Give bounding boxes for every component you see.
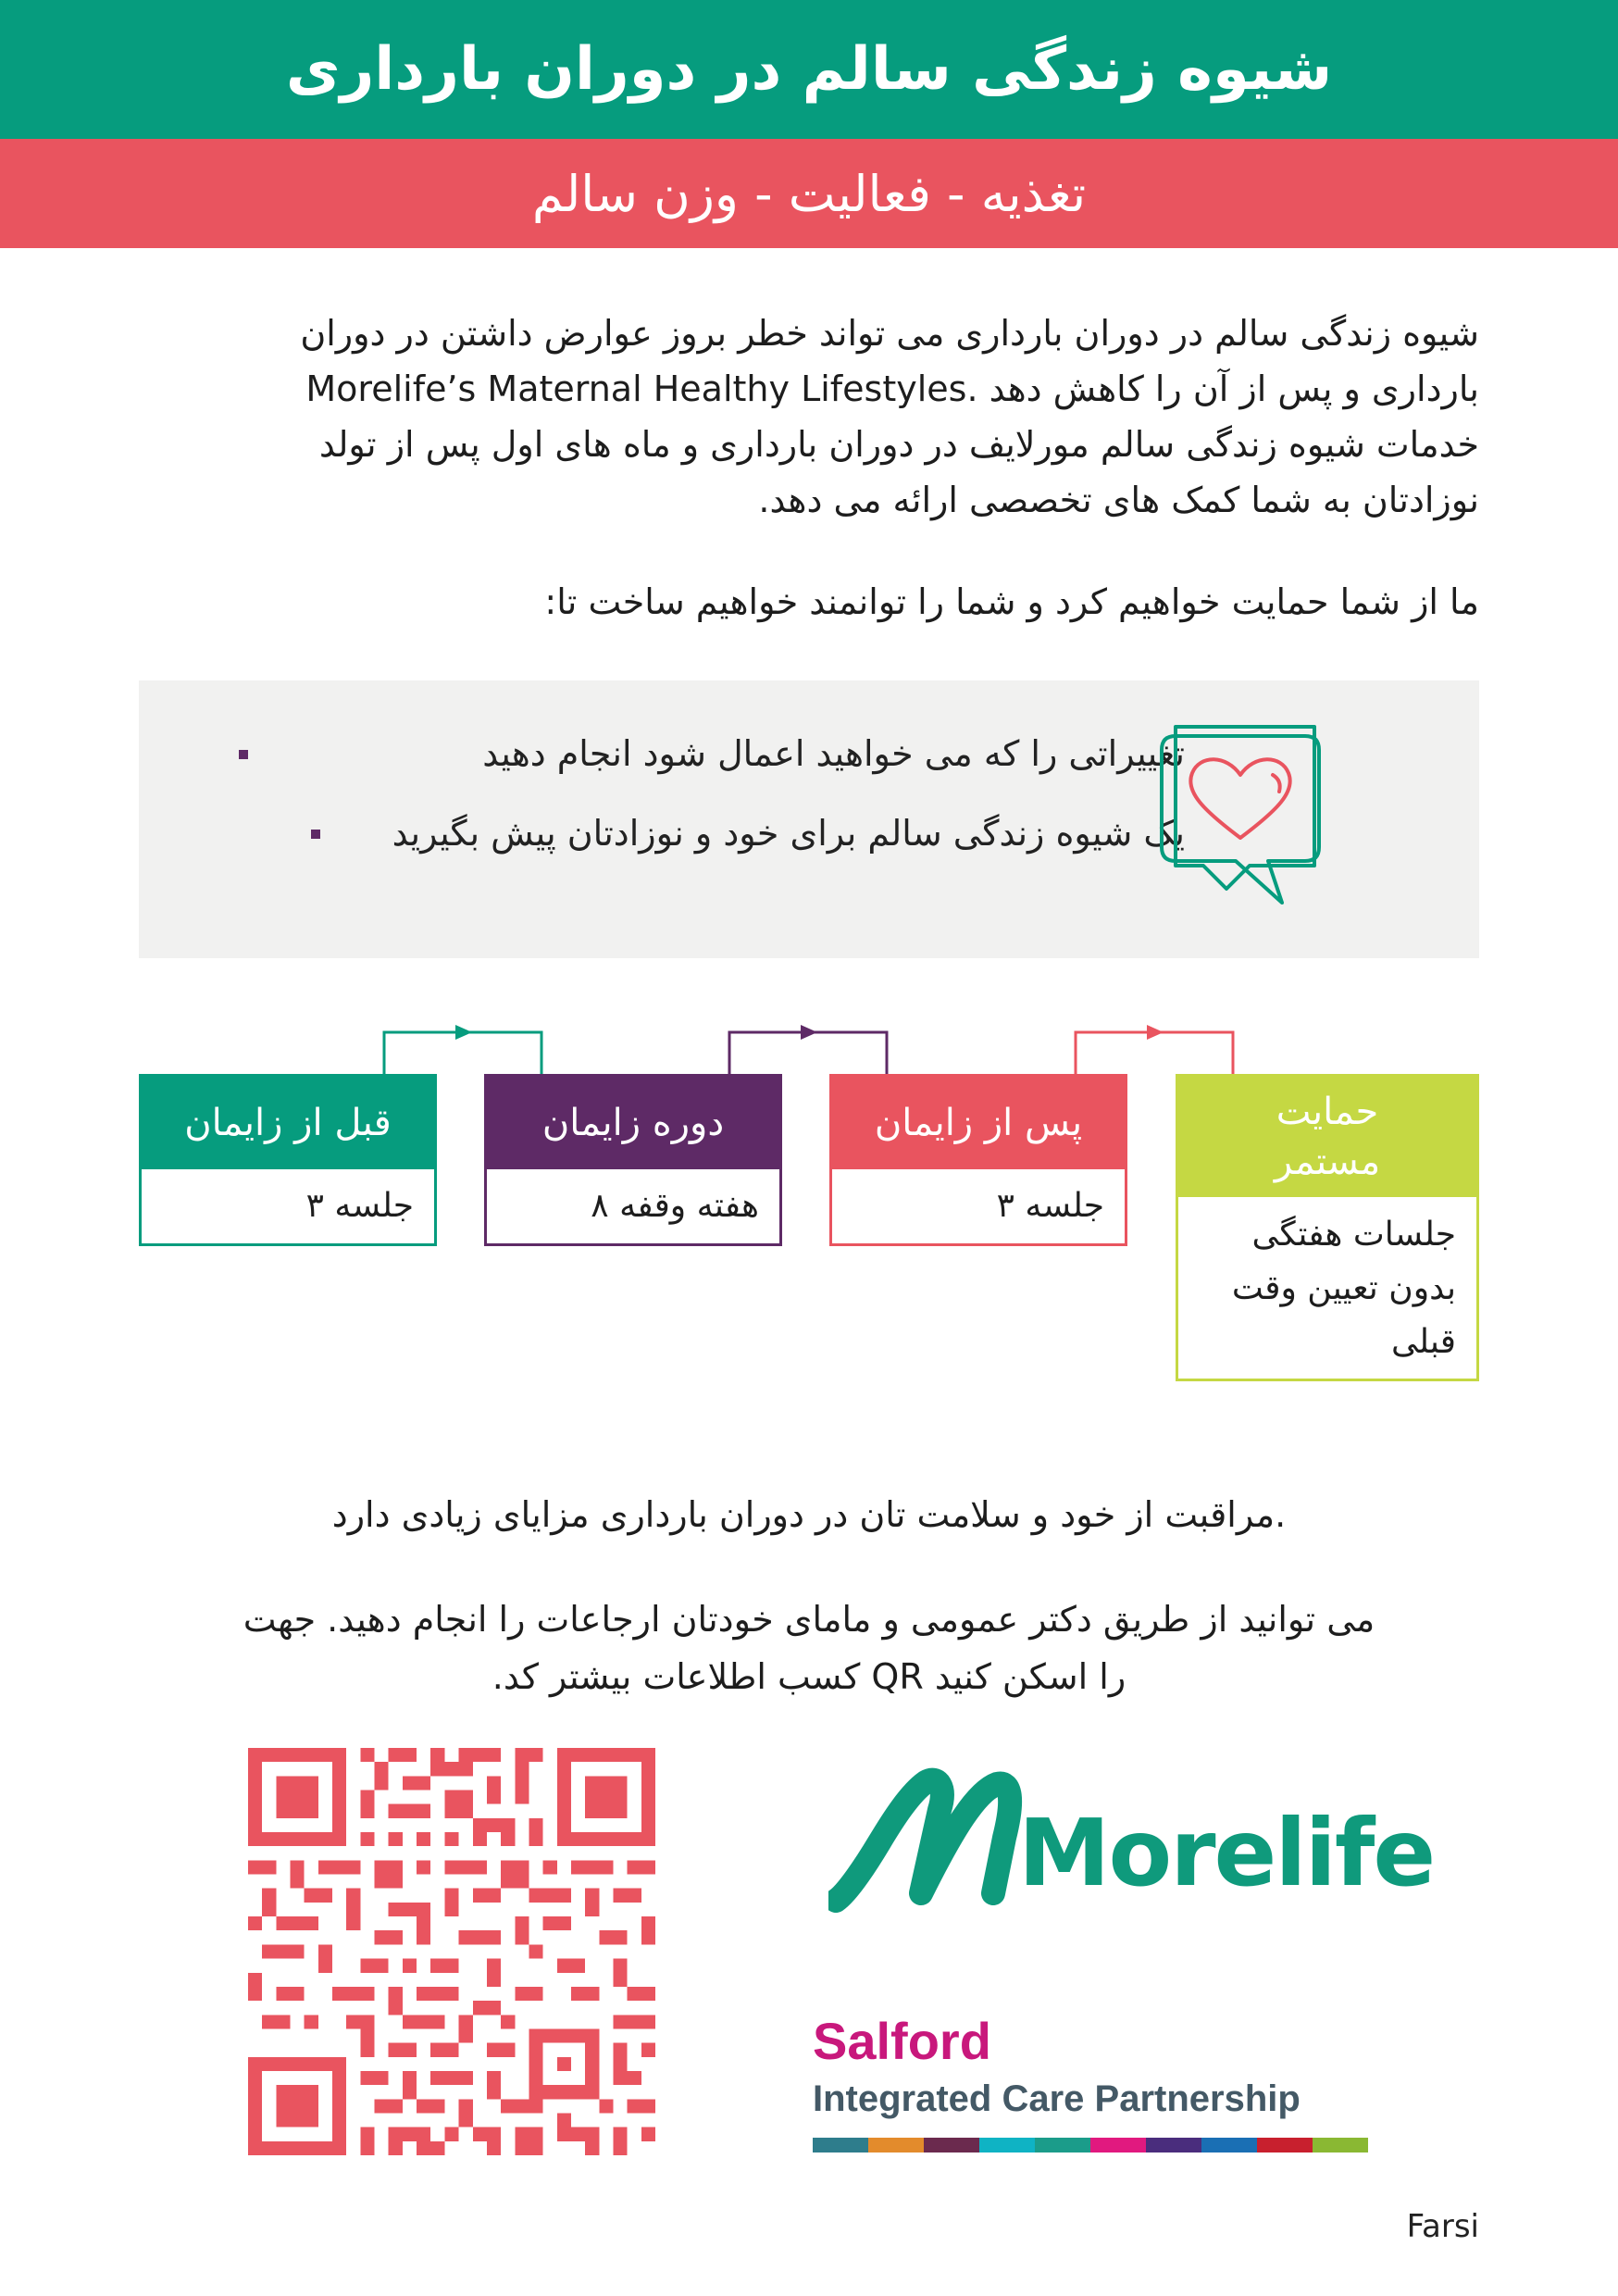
- stage-ongoing-support: [1176, 1074, 1479, 1381]
- stage-postnatal: [829, 1074, 1127, 1246]
- qr-code[interactable]: [248, 1748, 655, 2155]
- page-title: شیوه زندگی سالم در دوران بارداری: [0, 0, 1618, 139]
- salford-logo: [813, 2014, 1368, 2152]
- stage-title: دوره زایمان: [487, 1077, 779, 1169]
- goal-item: یک شیوه زندگی سالم برای خود و نوزادتان پیش بگیرید: [304, 806, 1185, 860]
- stage-maternity: [484, 1074, 782, 1246]
- stage-title: پس از زایمان: [832, 1077, 1125, 1169]
- referral-line: می توانید از طریق دکتر عمومی و مامای خودتان ارجاعات را انجام دهید. جهت: [243, 1599, 1375, 1640]
- goals-list: [231, 727, 1185, 886]
- salford-subtitle: Integrated Care Partnership: [813, 2078, 1301, 2119]
- intro-line: خدمات شیوه زندگی سالم مورلایف در دوران بارداری و ماه های اول پس از تولد: [318, 424, 1479, 465]
- stage-title: قبل از زایمان: [142, 1077, 434, 1169]
- morelife-wordmark: Morelife: [1018, 1799, 1435, 1907]
- morelife-logo: [828, 1754, 1435, 1940]
- support-statement: ما از شما حمایت خواهیم کرد و شما را توانمند خواهیم ساخت تا:: [544, 581, 1479, 622]
- intro-paragraph: [139, 306, 1479, 528]
- salford-color-stripes: [813, 2138, 1368, 2152]
- referral-statement: [139, 1591, 1479, 1705]
- intro-line: نوزادتان به شما کمک های تخصصی ارائه می دهد.: [758, 480, 1479, 520]
- stage-detail: جلسه ۳: [305, 1187, 414, 1225]
- benefits-statement: .مراقبت از خود و سلامت تان در دوران بارداری مزایای زیادی دارد: [331, 1494, 1287, 1535]
- intro-line: بارداری و پس از آن را کاهش دهد .Morelife’s Maternal Healthy Lifestyles: [305, 368, 1479, 409]
- stage-detail: هفته وقفه ۸: [591, 1187, 759, 1225]
- referral-line: را اسکن کنید QR کسب اطلاعات بیشتر کد.: [492, 1656, 1126, 1697]
- language-label: Farsi: [1406, 2208, 1479, 2245]
- stage-detail: جلسه ۳: [996, 1187, 1104, 1225]
- stage-antenatal: [139, 1074, 437, 1246]
- page-subtitle: تغذیه - فعالیت - وزن سالم: [0, 139, 1618, 248]
- goal-item: تغییراتی را که می خواهید اعمال شود انجام دهید: [231, 727, 1185, 780]
- stage-detail: جلسات هفتگی بدون تعیین وقت قبلی: [1231, 1216, 1456, 1361]
- heart-chat-icon: [1139, 708, 1379, 930]
- intro-line: شیوه زندگی سالم در دوران بارداری می تواند خطر بروز عوارض داشتن در دوران: [300, 313, 1479, 354]
- goals-box: [139, 680, 1479, 958]
- salford-title: Salford: [813, 2012, 991, 2070]
- stage-title: حمایت مستمر: [1178, 1077, 1476, 1197]
